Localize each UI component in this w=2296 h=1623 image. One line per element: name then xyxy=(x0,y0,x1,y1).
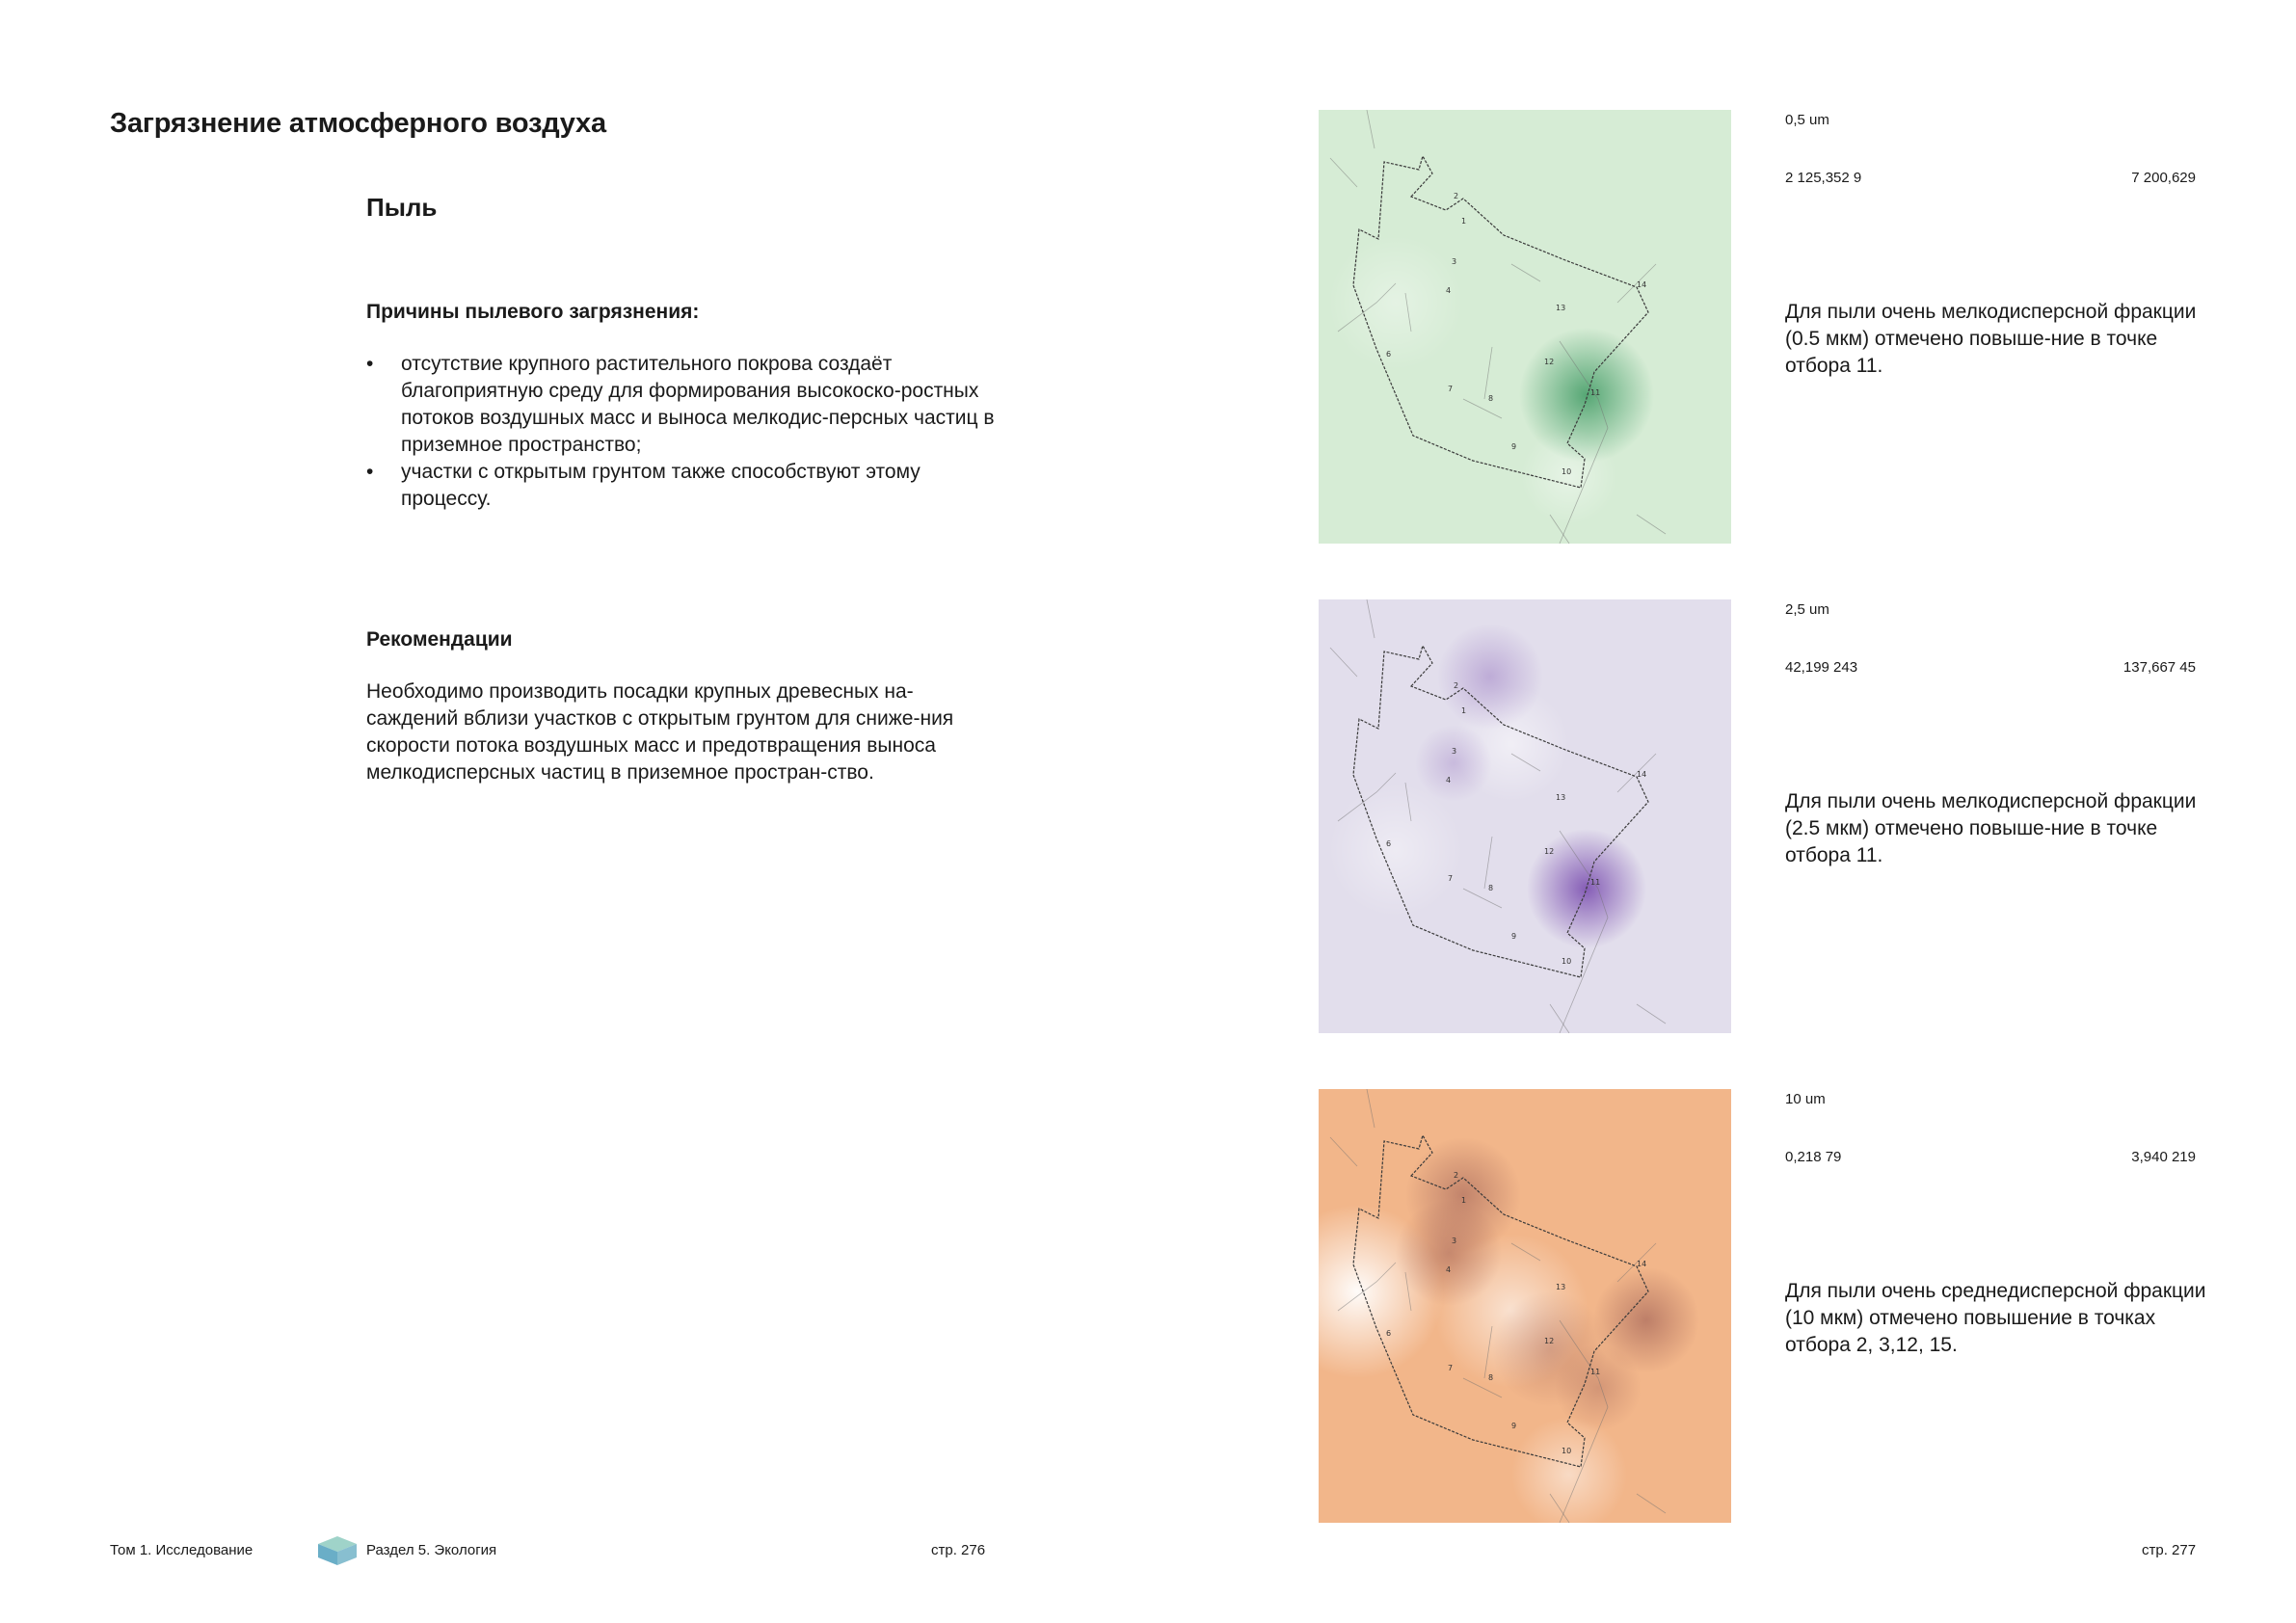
list-item: • отсутствие крупного растительного покрова создаёт благоприятную среду для формирования высокоско-ростных потоков воздушных масс и выноса мелкодис-персных частиц в приземное пространство; xyxy=(366,351,1002,459)
section-subtitle: Пыль xyxy=(366,193,438,222)
legend-max-value: 3,940 219 xyxy=(2131,1149,2196,1165)
sampling-point-label: 2 xyxy=(1454,681,1459,690)
legend-max-value: 7 200,629 xyxy=(2131,170,2196,186)
footer-section: Раздел 5. Экология xyxy=(366,1542,497,1558)
sampling-point-label: 6 xyxy=(1386,839,1392,848)
footer-page-right: стр. 277 xyxy=(2142,1542,2197,1558)
sampling-point-label: 3 xyxy=(1452,257,1457,266)
sampling-point-label: 11 xyxy=(1590,388,1601,397)
list-item: • участки с открытым грунтом также способствуют этому процессу. xyxy=(366,459,1002,513)
sampling-point-label: 8 xyxy=(1488,1373,1494,1382)
legend-min-value: 0,218 79 xyxy=(1785,1149,1842,1165)
sampling-point-label: 3 xyxy=(1452,747,1457,756)
legend-min-value: 42,199 243 xyxy=(1785,659,1858,676)
map-description: Для пыли очень среднедисперсной фракции (10 мкм) отмечено повышение в точках отбора 2, 3,12, 15. xyxy=(1785,1280,2206,1356)
dust-heatmap-2-5 xyxy=(1319,599,1731,1033)
sampling-point-label: 10 xyxy=(1562,957,1572,966)
sampling-point-label: 7 xyxy=(1448,874,1454,883)
sampling-point-label: 13 xyxy=(1556,1283,1566,1291)
sampling-point-label: 2 xyxy=(1454,1171,1459,1180)
sampling-point-label: 12 xyxy=(1544,358,1555,366)
recommendations-text: Необходимо производить посадки крупных древесных на-саждений вблизи участков с открытым грунтом для сниже-ния скорости потока воздушных масс и предотвращения выноса мелкодисперсных частиц в приземное простран-ство. xyxy=(366,680,954,784)
sampling-point-label: 13 xyxy=(1556,793,1566,802)
sampling-point-label: 13 xyxy=(1556,304,1566,312)
sampling-point-label: 12 xyxy=(1544,1337,1555,1345)
causes-heading: Причины пылевого загрязнения: xyxy=(366,301,700,323)
legend-max-value: 137,667 45 xyxy=(2122,659,2196,676)
sampling-point-label: 10 xyxy=(1562,467,1572,476)
footer-volume: Том 1. Исследование xyxy=(110,1542,254,1558)
footer-page-left: стр. 276 xyxy=(931,1542,986,1558)
causes-list xyxy=(366,351,1002,513)
sampling-point-label: 2 xyxy=(1454,192,1459,200)
sampling-point-label: 14 xyxy=(1637,770,1647,779)
sampling-point-label: 6 xyxy=(1386,350,1392,359)
sampling-point-label: 1 xyxy=(1461,706,1467,715)
sampling-point-label: 9 xyxy=(1511,1422,1517,1430)
sampling-point-label: 6 xyxy=(1386,1329,1392,1338)
sampling-point-label: 11 xyxy=(1590,878,1601,887)
sampling-point-label: 14 xyxy=(1637,280,1647,289)
section-logo-icon xyxy=(316,1534,359,1567)
recommendations-heading: Рекомендации xyxy=(366,628,513,651)
sampling-point-label: 8 xyxy=(1488,884,1494,892)
legend-unit: 10 um xyxy=(1785,1091,1826,1107)
sampling-point-label: 10 xyxy=(1562,1447,1572,1455)
map-description: Для пыли очень мелкодисперсной фракции (2.5 мкм) отмечено повыше-ние в точке отбора 11. xyxy=(1785,790,2197,866)
sampling-point-label: 4 xyxy=(1446,1265,1452,1274)
dust-heatmap-10 xyxy=(1319,1089,1731,1523)
sampling-point-label: 1 xyxy=(1461,217,1467,226)
map-description: Для пыли очень мелкодисперсной фракции (0.5 мкм) отмечено повыше-ние в точке отбора 11. xyxy=(1785,301,2197,377)
page-title: Загрязнение атмосферного воздуха xyxy=(110,108,606,139)
sampling-point-label: 1 xyxy=(1461,1196,1467,1205)
sampling-point-label: 7 xyxy=(1448,385,1454,393)
sampling-point-label: 7 xyxy=(1448,1364,1454,1372)
sampling-point-label: 4 xyxy=(1446,776,1452,785)
sampling-point-label: 9 xyxy=(1511,442,1517,451)
sampling-point-label: 11 xyxy=(1590,1368,1601,1376)
sampling-point-label: 8 xyxy=(1488,394,1494,403)
legend-min-value: 2 125,352 9 xyxy=(1785,170,1862,186)
sampling-point-label: 3 xyxy=(1452,1237,1457,1245)
legend-unit: 2,5 um xyxy=(1785,601,1829,618)
legend-unit: 0,5 um xyxy=(1785,112,1829,128)
dust-heatmap-0-5 xyxy=(1319,110,1731,544)
sampling-point-label: 12 xyxy=(1544,847,1555,856)
sampling-point-label: 14 xyxy=(1637,1260,1647,1268)
sampling-point-label: 9 xyxy=(1511,932,1517,941)
sampling-point-label: 4 xyxy=(1446,286,1452,295)
